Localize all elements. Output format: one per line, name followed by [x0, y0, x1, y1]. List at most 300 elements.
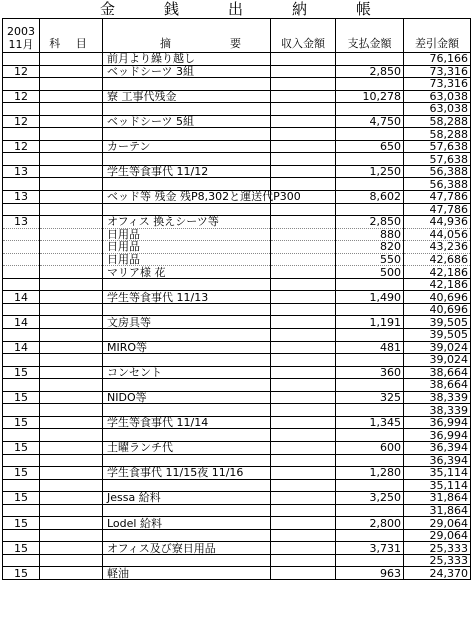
balance-cell: 31,864 — [404, 504, 471, 517]
income-cell — [271, 303, 336, 316]
balance-cell: 38,339 — [404, 404, 471, 417]
item-cell — [40, 504, 103, 517]
balance-cell: 36,994 — [404, 416, 471, 429]
item-cell — [40, 90, 103, 103]
item-cell — [40, 303, 103, 316]
item-cell — [40, 103, 103, 116]
income-cell — [271, 203, 336, 216]
item-cell — [40, 379, 103, 392]
item-cell — [40, 153, 103, 166]
date-cell — [3, 103, 40, 116]
income-cell — [271, 165, 336, 178]
date-cell: 15 — [3, 567, 40, 580]
date-cell — [3, 454, 40, 467]
date-cell — [3, 479, 40, 492]
income-cell — [271, 467, 336, 480]
income-cell — [271, 103, 336, 116]
date-cell — [3, 278, 40, 291]
item-cell — [40, 78, 103, 91]
date-cell: 14 — [3, 316, 40, 329]
balance-cell: 38,664 — [404, 366, 471, 379]
balance-cell: 35,114 — [404, 479, 471, 492]
income-cell — [271, 115, 336, 128]
balance-cell: 73,316 — [404, 65, 471, 78]
date-cell — [3, 178, 40, 191]
description-cell — [103, 203, 271, 216]
date-cell: 15 — [3, 416, 40, 429]
item-cell — [40, 517, 103, 530]
balance-cell: 29,064 — [404, 517, 471, 530]
table-row — [3, 241, 471, 254]
balance-cell: 47,786 — [404, 203, 471, 216]
balance-cell: 39,505 — [404, 329, 471, 342]
payment-cell — [336, 178, 404, 191]
table-row — [3, 266, 471, 279]
date-header — [3, 19, 40, 53]
month-label: 11月 — [8, 38, 34, 51]
table-row — [3, 203, 471, 216]
table-row — [3, 492, 471, 505]
item-cell — [40, 429, 103, 442]
table-row — [3, 253, 471, 266]
description-cell: 日用品 — [103, 241, 271, 254]
item-cell — [40, 65, 103, 78]
payment-cell — [336, 203, 404, 216]
balance-cell: 38,664 — [404, 379, 471, 392]
item-cell — [40, 241, 103, 254]
date-cell: 14 — [3, 291, 40, 304]
balance-cell: 42,186 — [404, 266, 471, 279]
balance-cell: 42,186 — [404, 278, 471, 291]
date-cell — [3, 354, 40, 367]
table-row — [3, 416, 471, 429]
payment-cell: 550 — [336, 253, 404, 266]
payment-cell: 8,602 — [336, 191, 404, 204]
income-cell — [271, 140, 336, 153]
balance-cell: 38,339 — [404, 391, 471, 404]
payment-cell: 2,850 — [336, 216, 404, 229]
balance-cell: 25,333 — [404, 542, 471, 555]
income-cell — [271, 90, 336, 103]
table-row — [3, 178, 471, 191]
payment-cell — [336, 329, 404, 342]
item-cell — [40, 165, 103, 178]
income-cell — [271, 228, 336, 241]
balance-cell: 35,114 — [404, 467, 471, 480]
description-cell: ベッドシーツ 3組 — [103, 65, 271, 78]
date-cell — [3, 554, 40, 567]
payment-cell: 1,250 — [336, 165, 404, 178]
table-row — [3, 53, 471, 66]
item-cell — [40, 253, 103, 266]
item-cell — [40, 404, 103, 417]
balance-header: 差引金額 — [404, 19, 471, 53]
balance-cell: 57,638 — [404, 140, 471, 153]
description-cell: 土曜ランチ代 — [103, 441, 271, 454]
description-cell — [103, 504, 271, 517]
balance-cell: 39,505 — [404, 316, 471, 329]
income-cell — [271, 567, 336, 580]
description-cell: 学生等食事代 11/13 — [103, 291, 271, 304]
balance-cell: 56,388 — [404, 165, 471, 178]
description-cell — [103, 429, 271, 442]
date-cell: 13 — [3, 191, 40, 204]
table-row — [3, 354, 471, 367]
payment-cell — [336, 504, 404, 517]
item-cell — [40, 492, 103, 505]
income-cell — [271, 504, 336, 517]
balance-cell: 43,236 — [404, 241, 471, 254]
description-cell — [103, 178, 271, 191]
item-cell — [40, 228, 103, 241]
item-cell — [40, 554, 103, 567]
payment-cell: 2,850 — [336, 65, 404, 78]
description-cell: 前月より繰り越し — [103, 53, 271, 66]
payment-cell — [336, 278, 404, 291]
income-cell — [271, 354, 336, 367]
date-cell — [3, 228, 40, 241]
income-cell — [271, 441, 336, 454]
payment-cell: 481 — [336, 341, 404, 354]
date-cell: 13 — [3, 216, 40, 229]
income-cell — [271, 366, 336, 379]
income-cell — [271, 379, 336, 392]
payment-cell: 1,345 — [336, 416, 404, 429]
payment-header: 支払金額 — [336, 19, 404, 53]
table-row — [3, 567, 471, 580]
table-row — [3, 429, 471, 442]
income-cell — [271, 542, 336, 555]
description-cell — [103, 479, 271, 492]
payment-cell: 4,750 — [336, 115, 404, 128]
item-cell — [40, 278, 103, 291]
balance-cell: 36,994 — [404, 429, 471, 442]
table-row — [3, 90, 471, 103]
payment-cell — [336, 479, 404, 492]
item-cell — [40, 216, 103, 229]
income-cell — [271, 517, 336, 530]
balance-cell: 73,316 — [404, 78, 471, 91]
date-cell: 15 — [3, 366, 40, 379]
description-cell: 日用品 — [103, 253, 271, 266]
income-cell — [271, 429, 336, 442]
income-cell — [271, 479, 336, 492]
balance-cell: 44,056 — [404, 228, 471, 241]
description-cell: ベッド等 残金 残P8,302と運送代P300 — [103, 191, 271, 204]
table-row — [3, 278, 471, 291]
date-cell — [3, 529, 40, 542]
year-label: 2003 — [7, 25, 35, 38]
description-cell: 学生食事代 11/15夜 11/16 — [103, 467, 271, 480]
date-cell: 15 — [3, 492, 40, 505]
description-cell: 文房具等 — [103, 316, 271, 329]
item-cell — [40, 479, 103, 492]
balance-cell: 42,686 — [404, 253, 471, 266]
date-cell: 12 — [3, 90, 40, 103]
item-cell — [40, 354, 103, 367]
income-cell — [271, 178, 336, 191]
balance-cell: 47,786 — [404, 191, 471, 204]
description-cell — [103, 153, 271, 166]
description-cell — [103, 128, 271, 141]
header-row — [3, 19, 471, 53]
balance-cell: 29,064 — [404, 529, 471, 542]
payment-cell — [336, 554, 404, 567]
table-row — [3, 529, 471, 542]
income-cell — [271, 391, 336, 404]
income-cell — [271, 53, 336, 66]
balance-cell: 56,388 — [404, 178, 471, 191]
item-cell — [40, 128, 103, 141]
item-cell — [40, 529, 103, 542]
description-cell — [103, 404, 271, 417]
item-cell — [40, 441, 103, 454]
table-row — [3, 329, 471, 342]
payment-cell — [336, 354, 404, 367]
date-cell: 15 — [3, 441, 40, 454]
item-cell — [40, 467, 103, 480]
item-cell — [40, 454, 103, 467]
item-cell — [40, 266, 103, 279]
balance-cell: 40,696 — [404, 291, 471, 304]
item-cell — [40, 203, 103, 216]
table-row — [3, 153, 471, 166]
description-cell — [103, 554, 271, 567]
payment-cell: 2,800 — [336, 517, 404, 530]
table-row — [3, 78, 471, 91]
income-cell — [271, 416, 336, 429]
income-cell — [271, 554, 336, 567]
item-cell — [40, 191, 103, 204]
income-cell — [271, 216, 336, 229]
table-row — [3, 467, 471, 480]
income-cell — [271, 341, 336, 354]
description-cell — [103, 103, 271, 116]
date-cell — [3, 241, 40, 254]
payment-cell — [336, 128, 404, 141]
table-row — [3, 391, 471, 404]
description-cell: MIRO等 — [103, 341, 271, 354]
item-cell — [40, 53, 103, 66]
income-cell — [271, 492, 336, 505]
description-cell — [103, 379, 271, 392]
payment-cell: 963 — [336, 567, 404, 580]
table-row — [3, 115, 471, 128]
description-cell: コンセント — [103, 366, 271, 379]
table-row — [3, 517, 471, 530]
date-cell — [3, 379, 40, 392]
date-cell — [3, 203, 40, 216]
payment-cell: 1,280 — [336, 467, 404, 480]
date-cell — [3, 266, 40, 279]
description-cell: マリア様 花 — [103, 266, 271, 279]
date-cell: 15 — [3, 517, 40, 530]
cash-ledger-table — [2, 18, 471, 580]
income-cell — [271, 404, 336, 417]
balance-cell: 58,288 — [404, 128, 471, 141]
item-cell — [40, 341, 103, 354]
description-cell — [103, 278, 271, 291]
balance-cell: 25,333 — [404, 554, 471, 567]
date-cell — [3, 504, 40, 517]
table-row — [3, 404, 471, 417]
table-row — [3, 341, 471, 354]
income-cell — [271, 291, 336, 304]
balance-cell: 31,864 — [404, 492, 471, 505]
description-header: 摘 要 — [103, 19, 271, 53]
date-cell — [3, 429, 40, 442]
date-cell — [3, 404, 40, 417]
table-row — [3, 103, 471, 116]
payment-cell: 325 — [336, 391, 404, 404]
item-header: 科 目 — [40, 19, 103, 53]
item-cell — [40, 542, 103, 555]
payment-cell: 360 — [336, 366, 404, 379]
payment-cell: 10,278 — [336, 90, 404, 103]
table-row — [3, 228, 471, 241]
description-cell — [103, 354, 271, 367]
payment-cell — [336, 429, 404, 442]
date-cell — [3, 78, 40, 91]
income-cell — [271, 329, 336, 342]
balance-cell: 76,166 — [404, 53, 471, 66]
payment-cell — [336, 379, 404, 392]
ledger-body — [3, 53, 471, 580]
table-row — [3, 379, 471, 392]
table-row — [3, 216, 471, 229]
balance-cell: 36,394 — [404, 454, 471, 467]
description-cell — [103, 78, 271, 91]
description-cell: 軽油 — [103, 567, 271, 580]
payment-cell — [336, 153, 404, 166]
table-row — [3, 479, 471, 492]
table-row — [3, 65, 471, 78]
description-cell: カーテン — [103, 140, 271, 153]
description-cell: オフィス及び寮日用品 — [103, 542, 271, 555]
table-row — [3, 316, 471, 329]
date-cell: 15 — [3, 467, 40, 480]
date-cell: 13 — [3, 165, 40, 178]
date-cell — [3, 128, 40, 141]
income-cell — [271, 316, 336, 329]
balance-cell: 36,394 — [404, 441, 471, 454]
income-cell — [271, 65, 336, 78]
item-cell — [40, 140, 103, 153]
payment-cell — [336, 103, 404, 116]
description-cell — [103, 454, 271, 467]
description-cell: 学生等食事代 11/12 — [103, 165, 271, 178]
income-header: 収入金額 — [271, 19, 336, 53]
income-cell — [271, 241, 336, 254]
description-cell — [103, 303, 271, 316]
item-cell — [40, 366, 103, 379]
balance-cell: 44,936 — [404, 216, 471, 229]
balance-cell: 40,696 — [404, 303, 471, 316]
item-cell — [40, 115, 103, 128]
description-cell: NIDO等 — [103, 391, 271, 404]
description-cell — [103, 329, 271, 342]
table-row — [3, 191, 471, 204]
payment-cell: 880 — [336, 228, 404, 241]
table-row — [3, 128, 471, 141]
date-cell: 14 — [3, 341, 40, 354]
description-cell: オフィス 換えシーツ等 — [103, 216, 271, 229]
payment-cell — [336, 404, 404, 417]
description-cell — [103, 529, 271, 542]
payment-cell — [336, 78, 404, 91]
table-row — [3, 303, 471, 316]
table-row — [3, 542, 471, 555]
balance-cell: 24,370 — [404, 567, 471, 580]
payment-cell: 1,490 — [336, 291, 404, 304]
item-cell — [40, 329, 103, 342]
date-cell — [3, 329, 40, 342]
item-cell — [40, 178, 103, 191]
table-row — [3, 140, 471, 153]
balance-cell: 39,024 — [404, 354, 471, 367]
table-row — [3, 454, 471, 467]
income-cell — [271, 278, 336, 291]
date-cell: 12 — [3, 65, 40, 78]
date-cell — [3, 303, 40, 316]
payment-cell — [336, 529, 404, 542]
date-cell — [3, 153, 40, 166]
balance-cell: 39,024 — [404, 341, 471, 354]
income-cell — [271, 128, 336, 141]
income-cell — [271, 253, 336, 266]
income-cell — [271, 529, 336, 542]
income-cell — [271, 454, 336, 467]
payment-cell — [336, 303, 404, 316]
date-cell: 12 — [3, 115, 40, 128]
balance-cell: 57,638 — [404, 153, 471, 166]
description-cell: Jessa 給料 — [103, 492, 271, 505]
date-cell: 12 — [3, 140, 40, 153]
description-cell: 寮 工事代残金 — [103, 90, 271, 103]
payment-cell — [336, 53, 404, 66]
date-cell — [3, 53, 40, 66]
income-cell — [271, 78, 336, 91]
item-cell — [40, 567, 103, 580]
table-row — [3, 554, 471, 567]
table-row — [3, 165, 471, 178]
description-cell: Lodel 給料 — [103, 517, 271, 530]
table-row — [3, 291, 471, 304]
table-row — [3, 504, 471, 517]
payment-cell: 3,731 — [336, 542, 404, 555]
description-cell: 日用品 — [103, 228, 271, 241]
payment-cell: 820 — [336, 241, 404, 254]
item-cell — [40, 291, 103, 304]
income-cell — [271, 266, 336, 279]
balance-cell: 63,038 — [404, 103, 471, 116]
item-cell — [40, 316, 103, 329]
income-cell — [271, 153, 336, 166]
payment-cell: 600 — [336, 441, 404, 454]
date-cell — [3, 253, 40, 266]
payment-cell — [336, 454, 404, 467]
ledger-title: 金 銭 出 納 帳 — [100, 0, 389, 18]
payment-cell: 1,191 — [336, 316, 404, 329]
description-cell: 学生等食事代 11/14 — [103, 416, 271, 429]
table-row — [3, 441, 471, 454]
item-cell — [40, 391, 103, 404]
balance-cell: 63,038 — [404, 90, 471, 103]
payment-cell: 500 — [336, 266, 404, 279]
date-cell: 15 — [3, 391, 40, 404]
payment-cell: 3,250 — [336, 492, 404, 505]
date-cell: 15 — [3, 542, 40, 555]
